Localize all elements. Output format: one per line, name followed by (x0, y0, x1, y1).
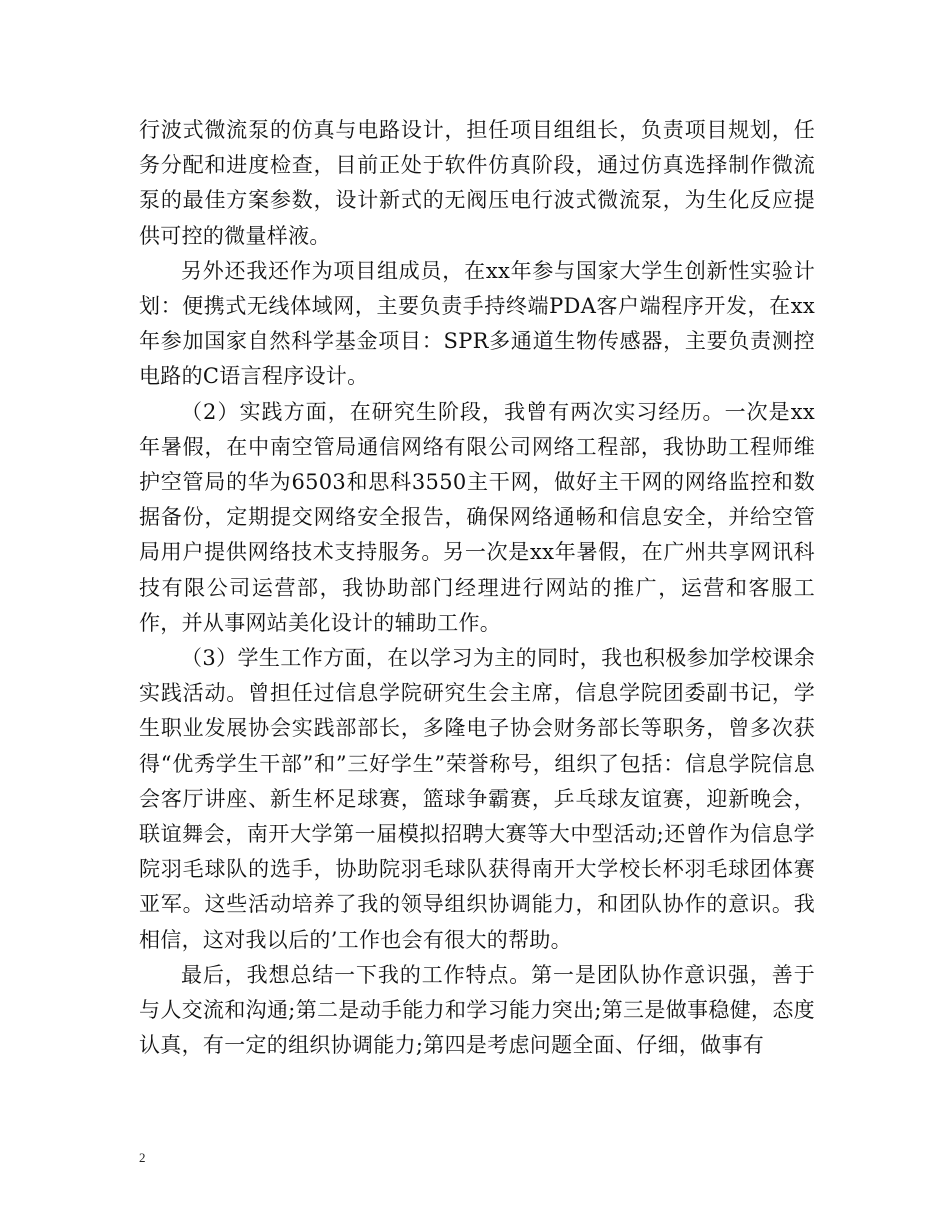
page-number: 2 (139, 1150, 146, 1165)
body-text (139, 113, 815, 1063)
paragraph-project-member: 另外还我还作为项目组成员，在xx年参与国家大学生创新性实验计划：便携式无线体域网，主要负责手持终端PDA客户端程序开发，在xx年参加国家自然科学基金项目：SPR多通道生物传感器，主要负责测控电路的C语言程序设计。 (139, 258, 815, 389)
paragraph-practice: （2）实践方面，在研究生阶段，我曾有两次实习经历。一次是xx年暑假，在中南空管局通信网络有限公司网络工程部，我协助工程师维护空管局的华为6503和思科3550主干网，做好主干网的网络监控和数据备份，定期提交网络安全报告，确保网络通畅和信息安全，并给空管局用户提供网络技术支持服务。另一次是xx年暑假，在广州共享网讯科技有限公司运营部，我协助部门经理进行网站的推广，运营和客服工作，并从事网站美化设计的辅助工作。 (139, 399, 815, 635)
paragraph-student-work: （3）学生工作方面，在以学习为主的同时，我也积极参加学校课余实践活动。曾担任过信息学院研究生会主席，信息学院团委副书记，学生职业发展协会实践部部长，多隆电子协会财务部长等职务，曾多次获得“优秀学生干部”和”三好学生”荣誉称号，组织了包括：信息学院信息会客厅讲座、新生杯足球赛，篮球争霸赛，乒乓球友谊赛，迎新晚会，联谊舞会，南开大学第一届模拟招聘大赛等大中型活动;还曾作为信息学院羽毛球队的选手，协助院羽毛球队获得南开大学校长杯羽毛球团体赛亚军。这些活动培养了我的领导组织协调能力，和团队协作的意识。我相信，这对我以后的’工作也会有很大的帮助。 (139, 646, 815, 952)
paragraph-summary: 最后，我想总结一下我的工作特点。第一是团队协作意识强，善于与人交流和沟通;第二是动手能力和学习能力突出;第三是做事稳健，态度认真，有一定的组织协调能力;第四是考虑问题全面、仔细，做事有 (139, 962, 815, 1058)
paragraph-project-lead: 行波式微流泵的仿真与电路设计，担任项目组组长，负责项目规划，任务分配和进度检查，目前正处于软件仿真阶段，通过仿真选择制作微流泵的最佳方案参数，设计新式的无阀压电行波式微流泵，为生化反应提供可控的微量样液。 (139, 118, 815, 248)
